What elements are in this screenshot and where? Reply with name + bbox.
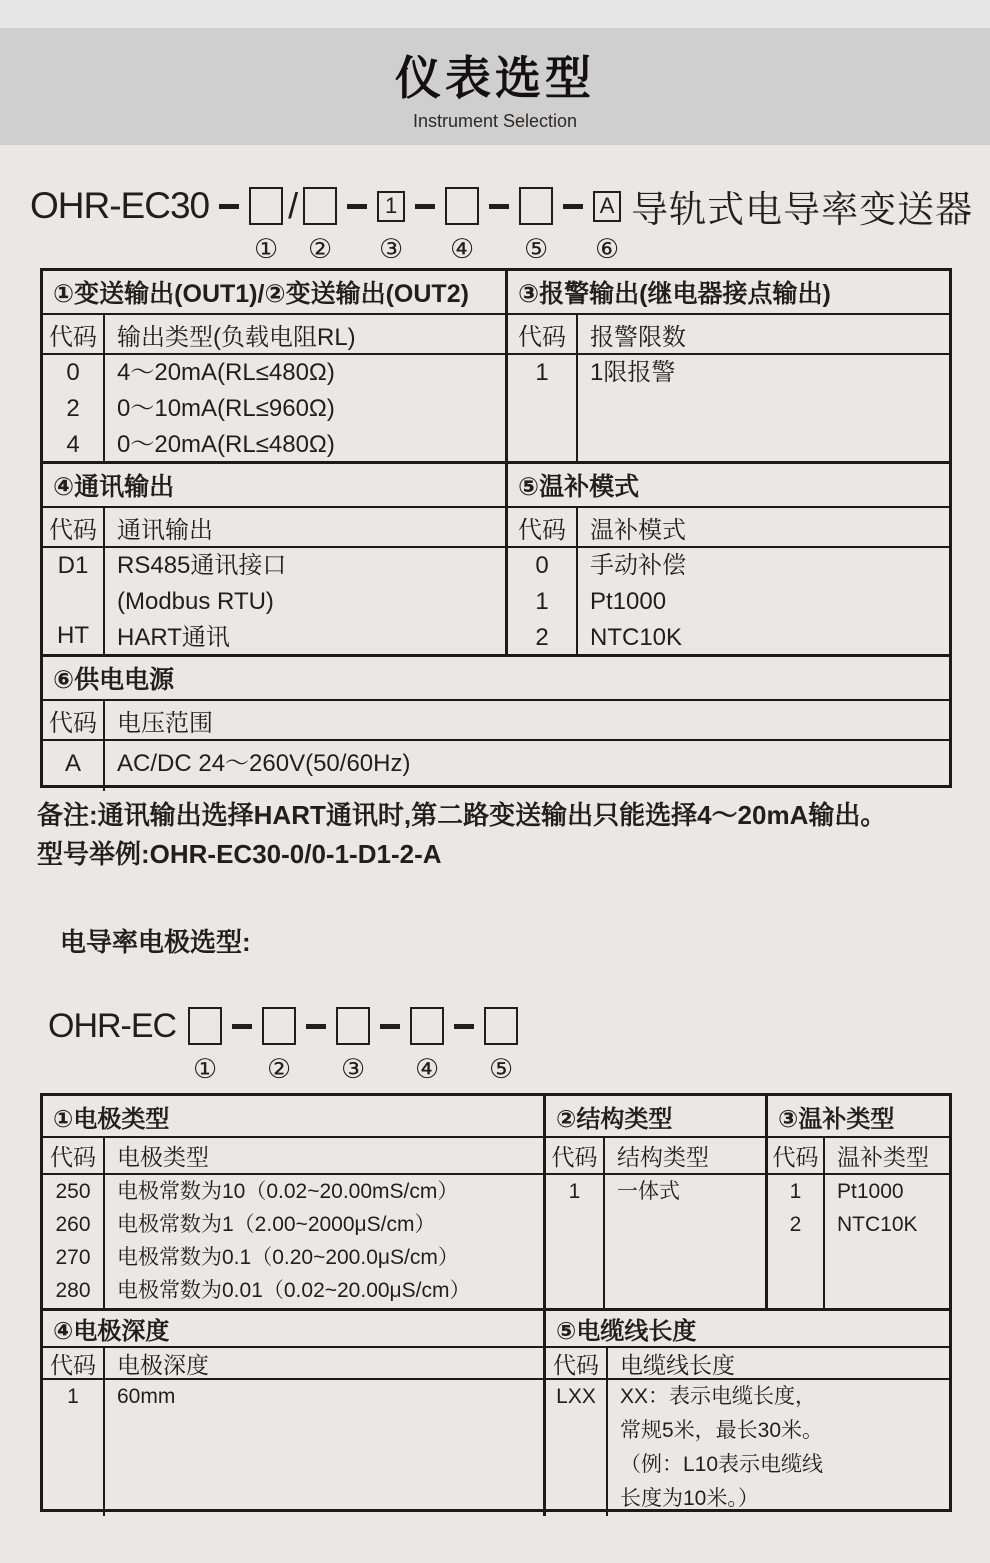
- code-column-header: 代码: [43, 701, 105, 739]
- product-name: 导轨式电导率变送器: [631, 189, 974, 230]
- code-box-5: [519, 187, 553, 225]
- code-value: 0: [535, 552, 549, 579]
- section-title: ①电极类型: [43, 1096, 543, 1138]
- column-header-row: [43, 508, 505, 548]
- table1-band3: [43, 654, 949, 791]
- position-mark-5: ⑤: [489, 1054, 514, 1084]
- code-column: [43, 1175, 105, 1308]
- section-body: [768, 1175, 949, 1308]
- label-column: [105, 548, 505, 654]
- code-column-header: 代码: [768, 1138, 825, 1173]
- table2-band1: [43, 1096, 949, 1308]
- section-transmit-output: [43, 271, 505, 461]
- model-slot-1: [188, 1006, 222, 1084]
- code-box-6: A: [593, 191, 621, 222]
- code-value: 250: [55, 1180, 91, 1203]
- section-title: ⑥供电电源: [43, 657, 949, 701]
- position-mark-2: ②: [267, 1054, 292, 1084]
- dash-separator: [415, 204, 435, 209]
- code-column-header: 代码: [546, 1138, 605, 1173]
- cable-length-description: XX：表示电缆长度，: [620, 1385, 817, 1408]
- page-subtitle: Instrument Selection: [412, 110, 578, 131]
- code-value: LXX: [556, 1385, 596, 1408]
- code-box-2: [303, 187, 337, 225]
- table2-band2: [43, 1308, 949, 1516]
- code-value: 260: [55, 1213, 91, 1236]
- table1-band1: [43, 271, 949, 461]
- label-column: [825, 1175, 949, 1308]
- label-column: [578, 548, 949, 654]
- dash-separator: [489, 204, 509, 209]
- code-column: [546, 1380, 608, 1516]
- code-value: 0: [66, 359, 80, 386]
- label-column: [605, 1175, 765, 1308]
- section-body: [43, 1175, 543, 1308]
- position-mark-4: ④: [450, 234, 475, 264]
- section-temp-compensation-type: [765, 1096, 949, 1308]
- code-box-1: [188, 1007, 222, 1045]
- code-column: [43, 548, 105, 654]
- cable-length-description: 长度为10米。）: [620, 1487, 759, 1510]
- section-title: ③报警输出(继电器接点输出): [508, 271, 949, 315]
- electrode-selection-table: [40, 1093, 952, 1512]
- model-code-line-transmitter: [30, 182, 974, 264]
- position-mark-1: ①: [254, 234, 279, 264]
- electrode-constant-value: 电极常数为0.01（0.02~20.00μS/cm）: [117, 1279, 471, 1302]
- mode-column-header: 温补模式: [590, 516, 686, 544]
- section-title: ②结构类型: [546, 1096, 765, 1138]
- transmitter-selection-table: [40, 268, 952, 788]
- code-box-2: [262, 1007, 296, 1045]
- structure-value: 一体式: [617, 1180, 680, 1203]
- code-box-5: [484, 1007, 518, 1045]
- section-body: [43, 741, 949, 791]
- column-header-row: [43, 1348, 543, 1380]
- code-column: [508, 355, 578, 461]
- code-box-3: [336, 1007, 370, 1045]
- section-title: ⑤电缆线长度: [546, 1311, 949, 1348]
- code-box-3: 1: [377, 191, 405, 222]
- type-column-header: 输出类型(负载电阻RL): [117, 323, 356, 351]
- position-mark-4: ④: [415, 1054, 440, 1084]
- electrode-selection-heading: 电导率电极选型:: [60, 927, 251, 957]
- output-type-value: 0～10mA(RL≤960Ω): [117, 395, 335, 422]
- dash-separator: [563, 204, 583, 209]
- model-prefix: OHR-EC: [48, 1006, 177, 1045]
- code-column-header: 代码: [508, 315, 578, 353]
- column-header-row: [43, 1138, 543, 1175]
- section-communication-output: [43, 464, 505, 654]
- code-column: [768, 1175, 825, 1308]
- comm-type-value: RS485通讯接口: [117, 552, 287, 579]
- code-value: 2: [66, 395, 80, 422]
- label-column: [105, 741, 949, 791]
- code-column: [43, 741, 105, 791]
- note-line-1: 备注:通讯输出选择HART通讯时,第二路变送输出只能选择4～20mA输出。: [37, 800, 887, 830]
- model-slot-3: [377, 186, 405, 264]
- code-column-header: 代码: [43, 315, 105, 353]
- compensation-column-header: 温补类型: [837, 1144, 929, 1170]
- code-column: [546, 1175, 605, 1308]
- code-value: 280: [55, 1279, 91, 1302]
- page-title: 仪表选型: [395, 51, 595, 104]
- code-column: [508, 548, 578, 654]
- model-slot-4: [445, 186, 479, 264]
- cable-length-description: 常规5米，最长30米。: [620, 1419, 824, 1442]
- model-slot-5: [519, 186, 553, 264]
- section-title: ③温补类型: [768, 1096, 949, 1138]
- section-body: [546, 1175, 765, 1308]
- mode-value: NTC10K: [590, 624, 683, 651]
- code-column-header: 代码: [43, 1138, 105, 1173]
- code-value: 1: [535, 359, 549, 386]
- section-body: [43, 1380, 543, 1516]
- section-body: [43, 548, 505, 654]
- code-column-header: 代码: [546, 1348, 608, 1378]
- column-header-row: [546, 1348, 949, 1380]
- section-structure-type: [543, 1096, 765, 1308]
- column-header-row: [508, 315, 949, 355]
- section-title: ④通讯输出: [43, 464, 505, 508]
- section-title: ⑤温补模式: [508, 464, 949, 508]
- code-value: 1: [568, 1180, 581, 1203]
- mode-value: 手动补偿: [590, 552, 686, 579]
- limit-column-header: 报警限数: [590, 323, 686, 351]
- dash-separator: [347, 204, 367, 209]
- section-temp-compensation-mode: [505, 464, 949, 654]
- dash-separator: [306, 1024, 326, 1029]
- position-mark-2: ②: [308, 234, 333, 264]
- code-value: A: [64, 750, 81, 777]
- code-box-1: [249, 187, 283, 225]
- section-title: ④电极深度: [43, 1311, 543, 1348]
- code-column: [43, 355, 105, 461]
- code-box-4: [445, 187, 479, 225]
- code-column-header: 代码: [508, 508, 578, 546]
- label-column: [105, 1175, 543, 1308]
- table1-band2: [43, 461, 949, 654]
- page-top-strip: [0, 0, 990, 28]
- dash-separator: [219, 204, 239, 209]
- model-slot-3: [336, 1006, 370, 1084]
- code-value: HT: [57, 622, 89, 649]
- label-column: [578, 355, 949, 461]
- alarm-limit-value: 1限报警: [590, 359, 676, 386]
- note-line-2: 型号举例:OHR-EC30-0/0-1-D1-2-A: [37, 839, 442, 869]
- comm-type-value: (Modbus RTU): [117, 588, 274, 615]
- position-mark-5: ⑤: [524, 234, 549, 264]
- model-slot-5: [484, 1006, 518, 1084]
- code-column-header: 代码: [43, 1348, 105, 1378]
- code-value: 2: [789, 1213, 802, 1236]
- dash-separator: [454, 1024, 474, 1029]
- code-value: 1: [789, 1180, 802, 1203]
- voltage-range-value: AC/DC 24～260V(50/60Hz): [117, 750, 411, 777]
- section-body: [43, 355, 505, 461]
- code-value: 2: [535, 624, 549, 651]
- mode-value: Pt1000: [590, 588, 667, 615]
- label-column: [105, 355, 505, 461]
- comm-type-value: HART通讯: [117, 624, 230, 651]
- model-slot-1: [249, 186, 283, 264]
- electrode-constant-value: 电极常数为10（0.02~20.00mS/cm）: [117, 1180, 459, 1203]
- section-electrode-depth: [43, 1311, 543, 1516]
- code-value: 4: [66, 431, 80, 458]
- column-header-row: [43, 315, 505, 355]
- section-body: [508, 548, 949, 654]
- model-slot-6: [593, 186, 621, 264]
- column-header-row: [546, 1138, 765, 1175]
- code-value: 270: [55, 1246, 91, 1269]
- depth-value: 60mm: [117, 1385, 176, 1408]
- depth-column-header: 电极深度: [117, 1351, 209, 1378]
- comm-column-header: 通讯输出: [117, 516, 213, 544]
- section-body: [508, 355, 949, 461]
- section-title: ①变送输出(OUT1)/②变送输出(OUT2): [43, 271, 505, 315]
- output-type-value: 4～20mA(RL≤480Ω): [117, 359, 335, 386]
- section-electrode-type: [43, 1096, 543, 1308]
- model-slot-2: [303, 186, 337, 264]
- column-header-row: [508, 508, 949, 548]
- code-box-4: [410, 1007, 444, 1045]
- code-value: D1: [57, 552, 89, 579]
- label-column: [608, 1380, 949, 1516]
- label-column: [105, 1380, 543, 1516]
- section-body: [546, 1380, 949, 1516]
- voltage-column-header: 电压范围: [117, 709, 213, 737]
- position-mark-6: ⑥: [595, 234, 620, 264]
- structure-column-header: 结构类型: [617, 1144, 709, 1170]
- model-slot-4: [410, 1006, 444, 1084]
- slash-separator: /: [288, 185, 299, 226]
- code-column-header: 代码: [43, 508, 105, 546]
- section-cable-length: [543, 1311, 949, 1516]
- output-type-value: 0～20mA(RL≤480Ω): [117, 431, 335, 458]
- compensation-value: NTC10K: [837, 1213, 918, 1236]
- model-slot-2: [262, 1006, 296, 1084]
- compensation-value: Pt1000: [837, 1180, 904, 1203]
- model-prefix: OHR-EC30: [30, 185, 210, 226]
- model-code-line-electrode: [48, 1004, 518, 1084]
- column-header-row: [43, 701, 949, 741]
- dash-separator: [380, 1024, 400, 1029]
- electrode-constant-value: 电极常数为1（2.00~2000μS/cm）: [117, 1213, 436, 1236]
- position-mark-3: ③: [341, 1054, 366, 1084]
- notes-block: [37, 796, 886, 874]
- position-mark-3: ③: [379, 234, 404, 264]
- section-alarm-output: [505, 271, 949, 461]
- dash-separator: [232, 1024, 252, 1029]
- section-power-supply: [43, 657, 949, 791]
- electrode-constant-value: 电极常数为0.1（0.20~200.0μS/cm）: [117, 1246, 459, 1269]
- length-column-header: 电缆线长度: [620, 1351, 735, 1378]
- cable-length-description: （例：L10表示电缆线: [620, 1453, 824, 1476]
- header-banner: [0, 28, 990, 145]
- type-column-header: 电极类型: [117, 1144, 209, 1170]
- code-value: 1: [67, 1385, 79, 1408]
- column-header-row: [768, 1138, 949, 1175]
- position-mark-1: ①: [193, 1054, 218, 1084]
- code-value: 1: [535, 588, 549, 615]
- code-column: [43, 1380, 105, 1516]
